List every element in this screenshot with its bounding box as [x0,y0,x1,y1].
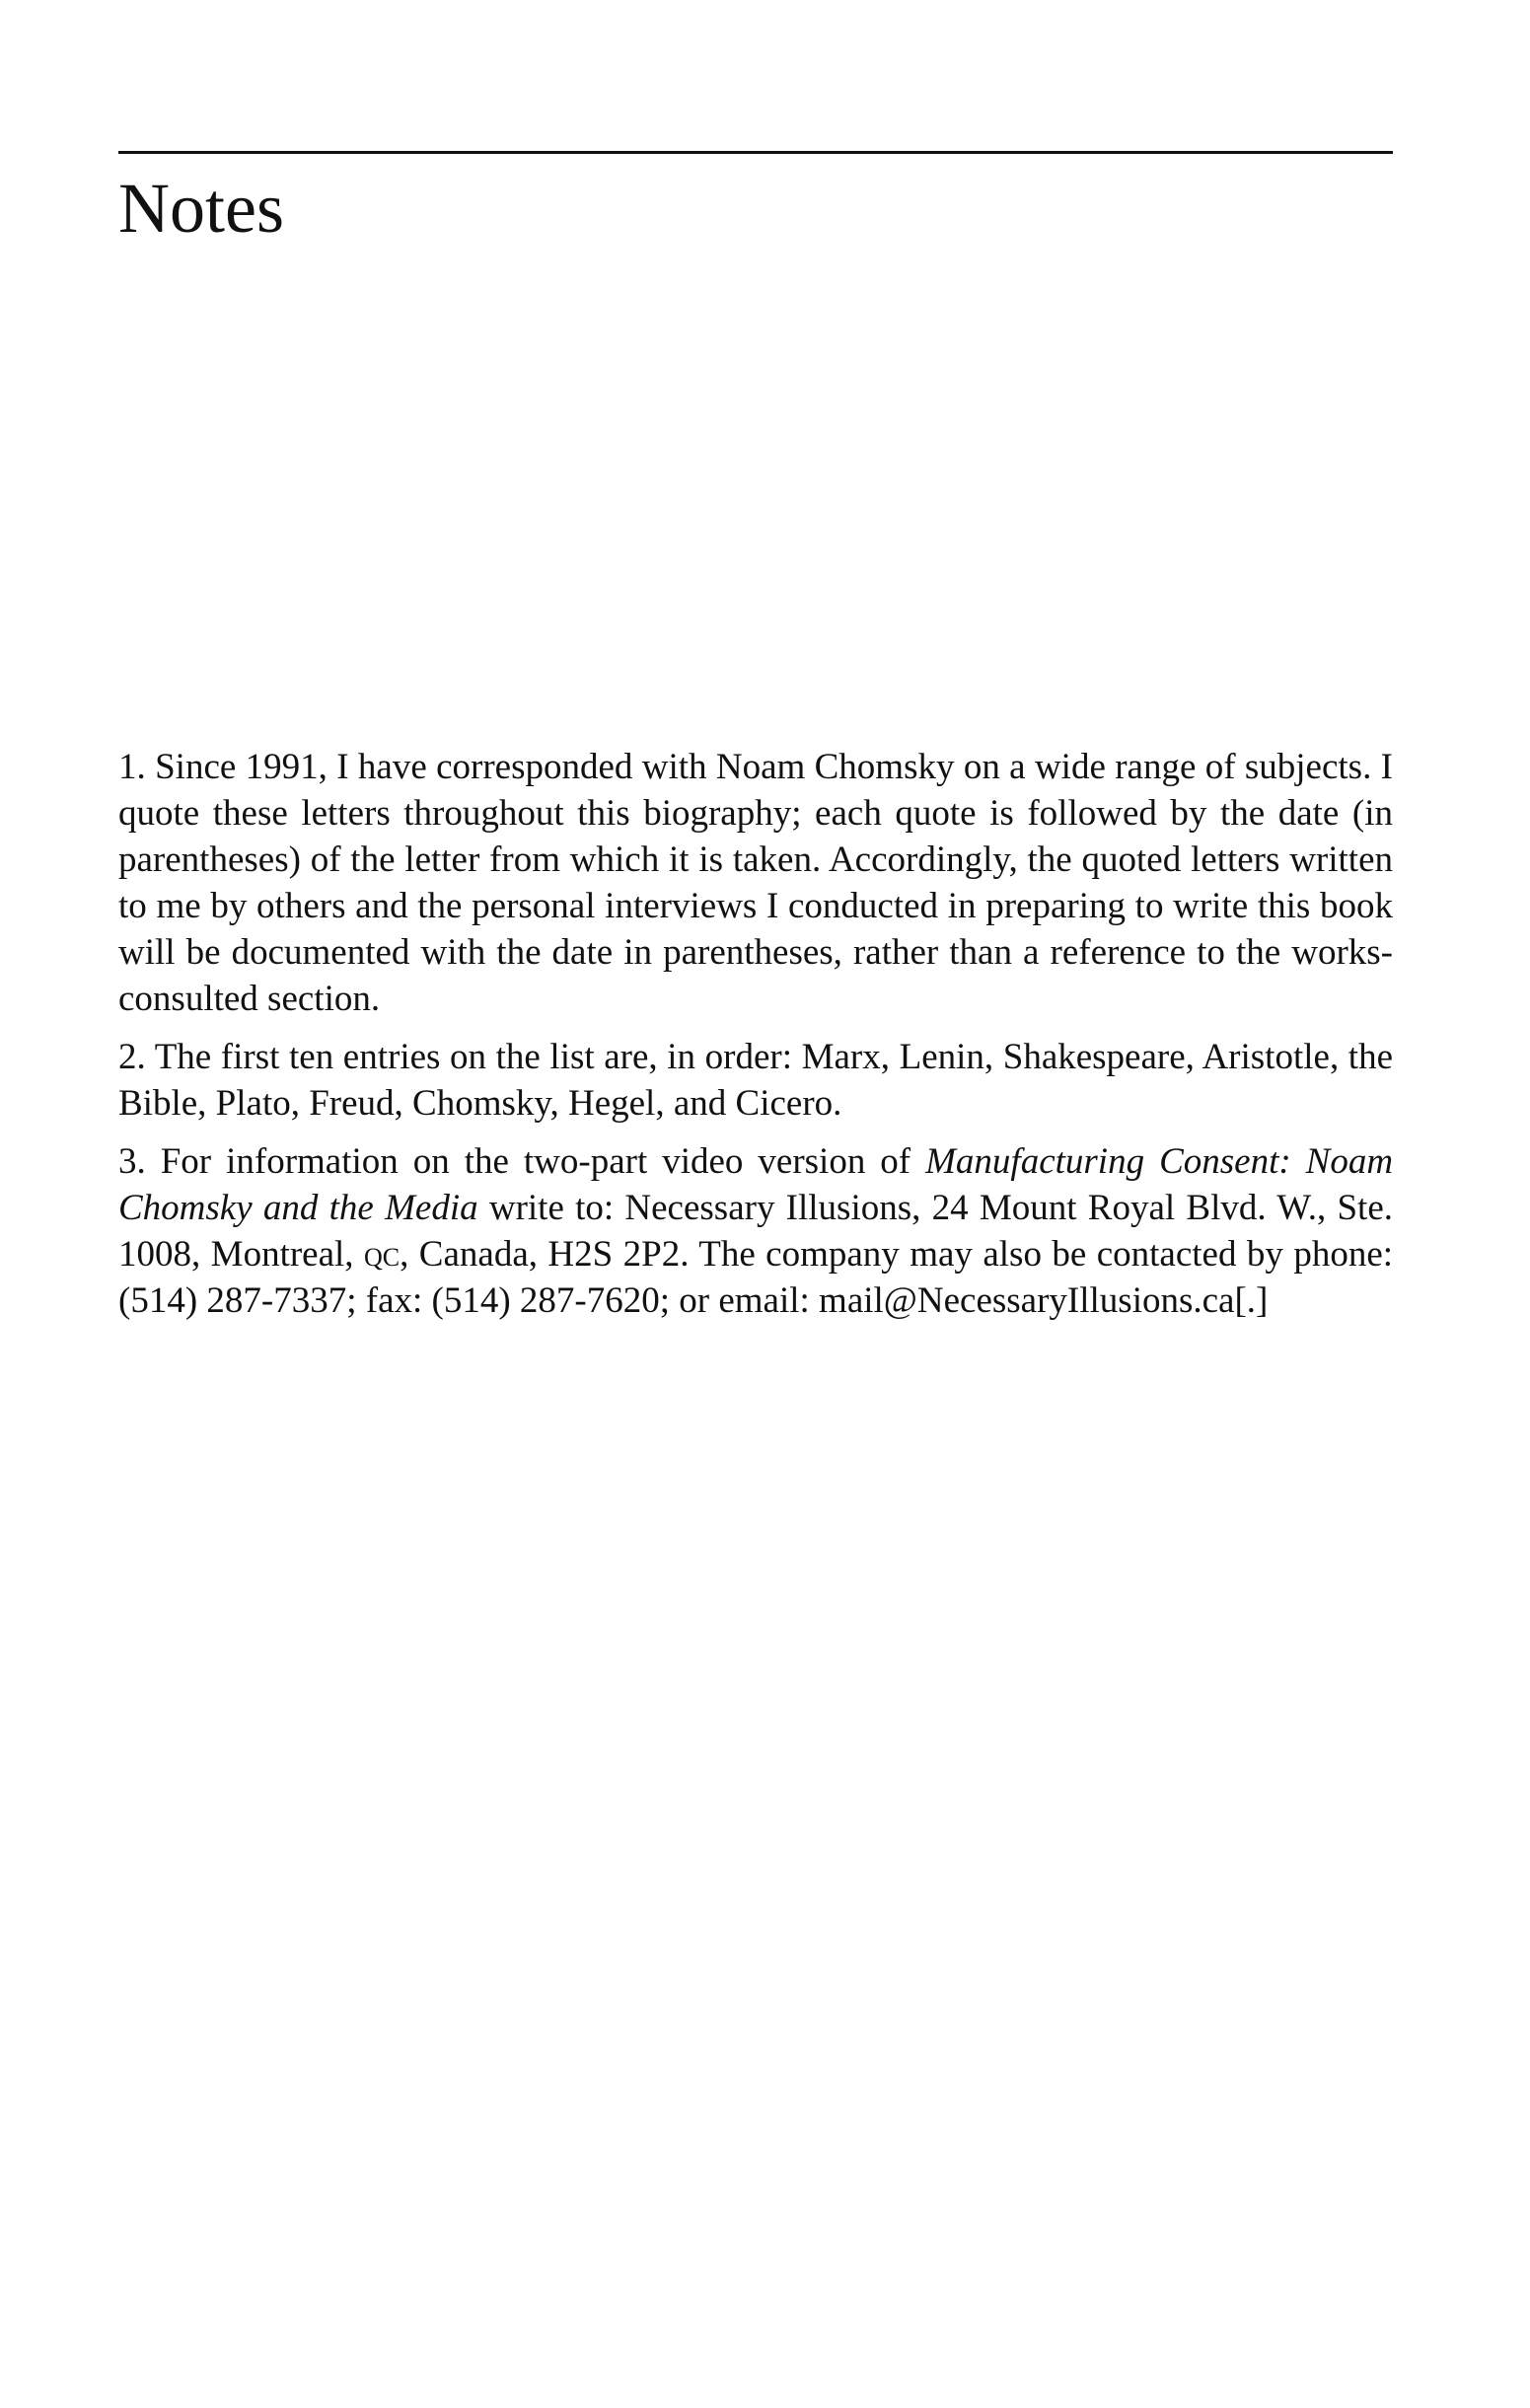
note-2 [118,1034,1393,1127]
note-number: 3. [118,1141,146,1182]
note-address: write to: Necessary Illusions, 24 Mount Royal Blvd. W., Ste. 1008, Montreal, [118,1188,1393,1275]
notes-list [118,744,1393,1336]
note-1 [118,744,1393,1022]
note-contact: , Canada, H2S 2P2. The company may also be contacted by phone: (514) 287-7337; fax: (514) 287-7620; or email: mail@NecessaryIllusions.ca[.] [118,1234,1394,1321]
note-number: 2. [118,1037,146,1077]
note-text: The first ten entries on the list are, in order: Marx, Lenin, Shakespeare, Aristotle, the Bible, Plato, Freud, Chomsky, Hegel, and Cicero. [118,1037,1393,1124]
province-abbreviation: qc [364,1234,401,1275]
page-title: Notes [118,169,284,248]
note-text-intro: For information on the two-part video version of [160,1141,911,1182]
note-number: 1. [118,747,146,787]
note-3 [118,1138,1393,1324]
header-rule [118,151,1393,154]
film-title: Manufacturing Consent: Noam Chomsky and the Media [118,1141,1394,1228]
note-text: Since 1991, I have corresponded with Noam Chomsky on a wide range of subjects. I quote these letters throughout this biography; each quote is followed by the date (in parentheses) of the letter from which it is taken. Accordingly, the quoted letters written to me by others and the personal interviews I conducted in preparing to write this book will be documented with the date in parentheses, rather than a reference to the works-consulted section. [118,747,1393,1019]
